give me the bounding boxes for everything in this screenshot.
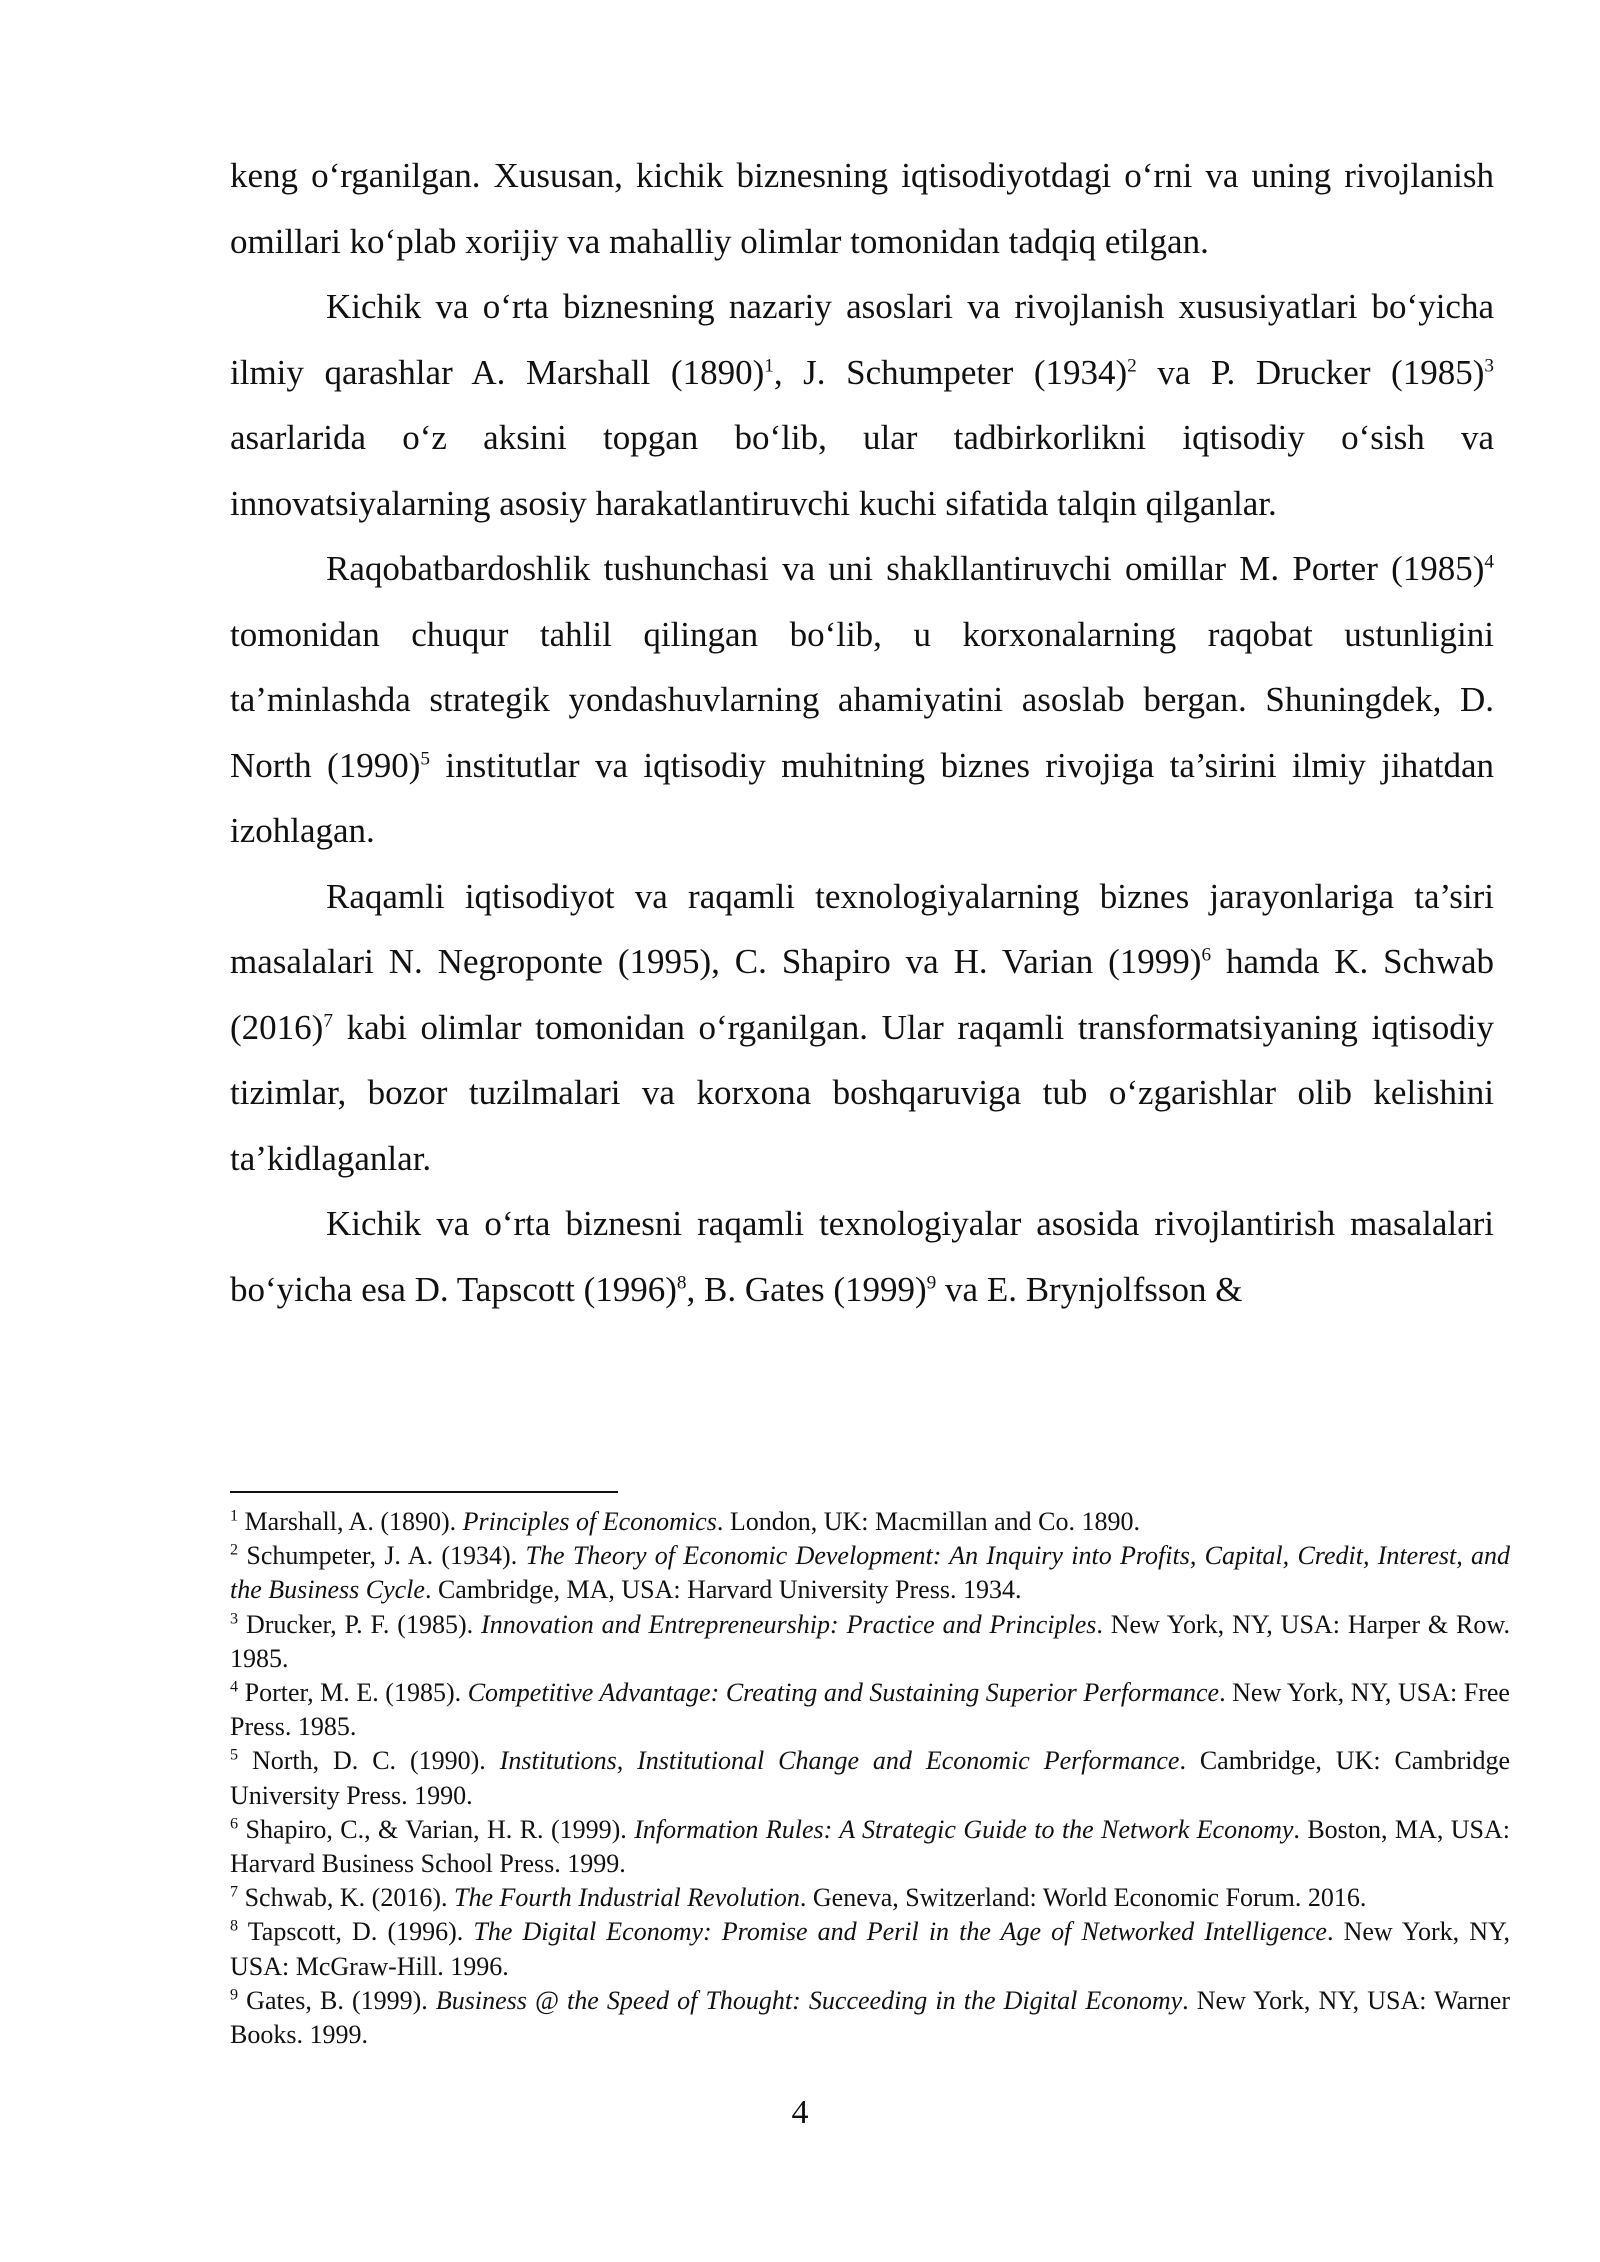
footnote-3 bbox=[230, 1608, 1510, 1676]
footnote-author: Schumpeter, J. A. (1934). bbox=[238, 1541, 526, 1571]
footnote-number: 1 bbox=[230, 1507, 239, 1525]
paragraph-2-text-a: Kichik va o‘rta biznesning nazariy asoslari va rivojlanish xususiyatlari bo‘yicha ilmiy qarashlar A. Marshall (1890) bbox=[230, 287, 1494, 392]
footnote-ref-7[interactable]: 7 bbox=[323, 1009, 333, 1031]
body-text bbox=[230, 143, 1494, 1322]
footnote-5 bbox=[230, 1744, 1510, 1812]
paragraph-3 bbox=[230, 536, 1494, 864]
paragraph-3-text-c: institutlar va iqtisodiy muhitning biznes rivojiga ta’sirini ilmiy jihatdan izohlagan. bbox=[230, 745, 1495, 850]
footnote-author: North, D. C. (1990). bbox=[238, 1746, 500, 1776]
footnote-title: Information Rules: A Strategic Guide to the Network Economy bbox=[634, 1814, 1294, 1844]
footnote-publisher: . New York, NY, USA: Warner Books. 1999. bbox=[230, 1985, 1511, 2050]
footnote-number: 2 bbox=[230, 1541, 239, 1559]
footnote-title: Principles of Economics bbox=[462, 1507, 717, 1536]
footnote-author: Shapiro, C., & Varian, H. R. (1999). bbox=[238, 1814, 635, 1844]
footnote-title: Innovation and Entrepreneurship: Practice and Principles bbox=[481, 1609, 1097, 1639]
paragraph-5 bbox=[230, 1191, 1494, 1322]
paragraph-1-text: keng o‘rganilgan. Xususan, kichik biznesning iqtisodiyotdagi o‘rni va uning rivojlanish omillari ko‘plab xorijiy va mahalliy olimlar tomonidan tadqiq etilgan. bbox=[230, 156, 1494, 261]
paragraph-5-text-b: , B. Gates (1999) bbox=[686, 1269, 927, 1309]
footnote-publisher: . New York, NY, USA: Harper & Row. 1985. bbox=[230, 1609, 1510, 1673]
footnote-title: Competitive Advantage: Creating and Sustaining Superior Performance bbox=[467, 1678, 1220, 1708]
paragraph-3-text-a: Raqobatbardoshlik tushunchasi va uni shakllantiruvchi omillar M. Porter (1985) bbox=[326, 549, 1485, 588]
footnote-ref-9[interactable]: 9 bbox=[926, 1271, 937, 1293]
footnote-4 bbox=[230, 1676, 1510, 1744]
footnote-ref-1[interactable]: 1 bbox=[764, 354, 774, 376]
footnote-8 bbox=[230, 1915, 1510, 1983]
footnote-author: Porter, M. E. (1985). bbox=[238, 1678, 468, 1708]
paragraph-4-text-a: Raqamli iqtisodiyot va raqamli texnologiyalarning biznes jarayonlariga ta’siri masalalari N. Negroponte (1995), C. Shapiro va H. Varian (1999) bbox=[230, 876, 1494, 981]
page-number: 4 bbox=[791, 2094, 809, 2131]
footnote-9 bbox=[230, 1984, 1510, 2052]
footnote-number: 8 bbox=[230, 1917, 239, 1935]
footnote-number: 4 bbox=[230, 1678, 239, 1696]
paragraph-2-text-d: asarlarida o‘z aksini topgan bo‘lib, ular tadbirkorlikni iqtisodiy o‘sish va innovatsiyalarning asosiy harakatlantiruvchi kuchi sifatida talqin qilganlar. bbox=[230, 418, 1494, 523]
paragraph-5-text-c: va E. Brynjolfsson & bbox=[936, 1269, 1243, 1309]
footnote-author: Schwab, K. (2016). bbox=[238, 1883, 454, 1913]
paragraph-1 bbox=[230, 143, 1494, 274]
footnote-publisher: . New York, NY, USA: McGraw-Hill. 1996. bbox=[230, 1917, 1510, 1981]
paragraph-3-text-b: tomonidan chuqur tahlil qilingan bo‘lib, u korxonalarning raqobat ustunligini ta’minlashda strategik yondashuvlarning ahamiyatini asoslab bergan. Shuningdek, D. North (1990) bbox=[230, 614, 1494, 785]
footnote-ref-5[interactable]: 5 bbox=[420, 747, 430, 769]
footnote-number: 6 bbox=[230, 1815, 239, 1833]
footnote-publisher: . Boston, MA, USA: Harvard Business School Press. 1999. bbox=[230, 1814, 1510, 1879]
footnote-title: The Digital Economy: Promise and Peril in the Age of Networked Intelligence bbox=[473, 1917, 1327, 1947]
footnote-ref-4[interactable]: 4 bbox=[1484, 551, 1494, 573]
footnote-7 bbox=[230, 1881, 1510, 1915]
footnote-6 bbox=[230, 1813, 1510, 1881]
footnote-ref-2[interactable]: 2 bbox=[1127, 354, 1137, 376]
footnote-2 bbox=[230, 1539, 1510, 1607]
footnote-publisher: . Cambridge, MA, USA: Harvard University Press. 1934. bbox=[424, 1575, 1022, 1605]
paragraph-4 bbox=[230, 864, 1494, 1192]
footnote-author: Marshall, A. (1890). bbox=[238, 1507, 463, 1536]
paragraph-5-text-a: Kichik va o‘rta biznesni raqamli texnologiyalar asosida rivojlantirish masalalari bo‘yicha esa D. Tapscott (1996) bbox=[230, 1204, 1494, 1309]
footnote-publisher: . New York, NY, USA: Free Press. 1985. bbox=[230, 1678, 1510, 1742]
footnote-publisher: . Cambridge, UK: Cambridge University Press. 1990. bbox=[230, 1746, 1510, 1810]
footnote-author: Tapscott, D. (1996). bbox=[238, 1917, 474, 1947]
footnotes bbox=[230, 1505, 1510, 2052]
paragraph-2-text-b: , J. Schumpeter (1934) bbox=[773, 352, 1128, 392]
footnote-separator bbox=[230, 1491, 618, 1493]
footnote-publisher: . Geneva, Switzerland: World Economic Forum. 2016. bbox=[799, 1883, 1367, 1913]
paragraph-2 bbox=[230, 274, 1494, 536]
footnote-ref-8[interactable]: 8 bbox=[676, 1271, 687, 1293]
paragraph-4-text-b: hamda K. Schwab (2016) bbox=[230, 942, 1494, 1047]
footnote-ref-3[interactable]: 3 bbox=[1484, 354, 1494, 376]
paragraph-4-text-c: kabi olimlar tomonidan o‘rganilgan. Ular raqamli transformatsiyaning iqtisodiy tizimlar, bozor tuzilmalari va korxona boshqaruviga tub o‘zgarishlar olib kelishini ta’kidlaganlar. bbox=[230, 1007, 1494, 1178]
footnote-title: The Theory of Economic Development: An Inquiry into Profits, Capital, Credit, Interest, and the Business Cycle bbox=[230, 1541, 1511, 1605]
footnote-number: 9 bbox=[230, 1986, 239, 2004]
footnote-author: Drucker, P. F. (1985). bbox=[238, 1609, 482, 1639]
footnote-number: 5 bbox=[230, 1746, 239, 1764]
footnote-ref-6[interactable]: 6 bbox=[1201, 944, 1212, 966]
footnote-number: 3 bbox=[230, 1609, 239, 1627]
footnote-1 bbox=[230, 1505, 1510, 1539]
footnote-title: Business @ the Speed of Thought: Succeeding in the Digital Economy bbox=[435, 1985, 1183, 2015]
paragraph-2-text-c: va P. Drucker (1985) bbox=[1136, 352, 1485, 392]
footnote-number: 7 bbox=[230, 1883, 239, 1901]
footnote-title: The Fourth Industrial Revolution bbox=[453, 1883, 800, 1913]
footnote-publisher: . London, UK: Macmillan and Co. 1890. bbox=[716, 1507, 1141, 1536]
footnote-title: Institutions, Institutional Change and Economic Performance bbox=[499, 1746, 1180, 1776]
footnote-author: Gates, B. (1999). bbox=[238, 1985, 436, 2015]
